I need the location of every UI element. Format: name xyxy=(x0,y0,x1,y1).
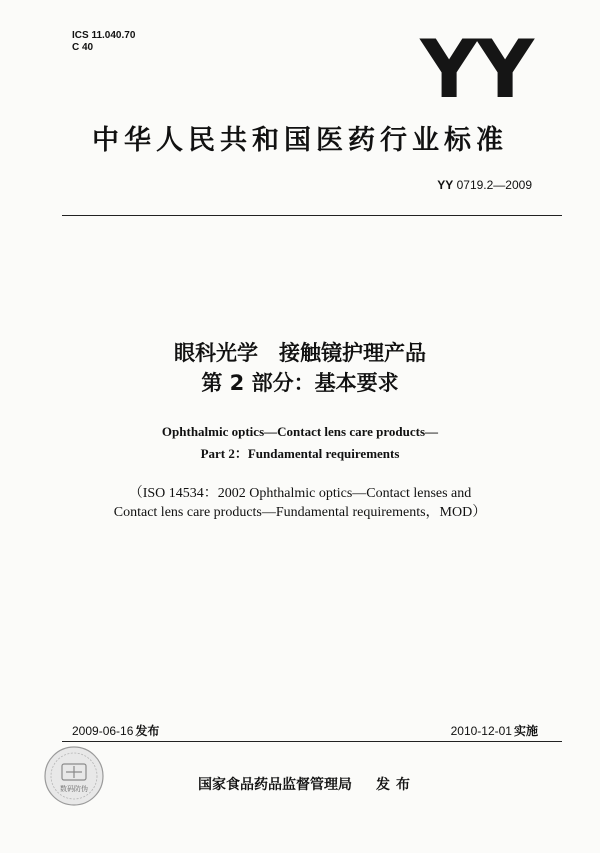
iso-reference-line1: （ISO 14534：2002 Ophthalmic optics—Contact lenses and xyxy=(128,486,472,501)
implement-date xyxy=(451,722,538,739)
publish-label: 发布 xyxy=(135,724,160,738)
publish-date xyxy=(72,722,159,739)
title-cn-line1: 眼科光学 接触镜护理产品 xyxy=(174,341,426,365)
standard-body-title: 中华人民共和国医药行业标准 xyxy=(92,125,508,156)
title-en-line1: Ophthalmic optics—Contact lens care products— xyxy=(161,424,439,439)
issuer-action: 发布 xyxy=(376,777,416,793)
bottom-divider xyxy=(62,741,562,742)
standard-number-value: 0719.2—2009 xyxy=(456,178,532,192)
title-en-line2: Part 2：Fundamental requirements xyxy=(200,446,400,461)
classification-codes xyxy=(72,30,135,54)
standard-number xyxy=(437,178,532,192)
standard-number-prefix: YY xyxy=(437,178,454,192)
iso-reference-line2: Contact lens care products—Fundamental requirements，MOD） xyxy=(113,505,487,520)
publish-date-value: 2009-06-16 xyxy=(72,724,134,738)
anti-counterfeit-stamp-icon xyxy=(42,744,106,808)
title-cn-line2: 第 2 部分：基本要求 xyxy=(201,371,399,395)
issuing-authority xyxy=(198,774,416,794)
stamp-text: 数码防伪 xyxy=(60,785,88,793)
implement-date-value: 2010-12-01 xyxy=(450,724,512,738)
yy-logo: YY xyxy=(420,23,532,116)
top-divider xyxy=(62,215,562,216)
ics-code: ICS 11.040.70 xyxy=(72,30,136,41)
implement-label: 实施 xyxy=(513,724,538,738)
issuer-name: 国家食品药品监督管理局 xyxy=(198,777,352,793)
ccs-code: C 40 xyxy=(72,42,94,53)
